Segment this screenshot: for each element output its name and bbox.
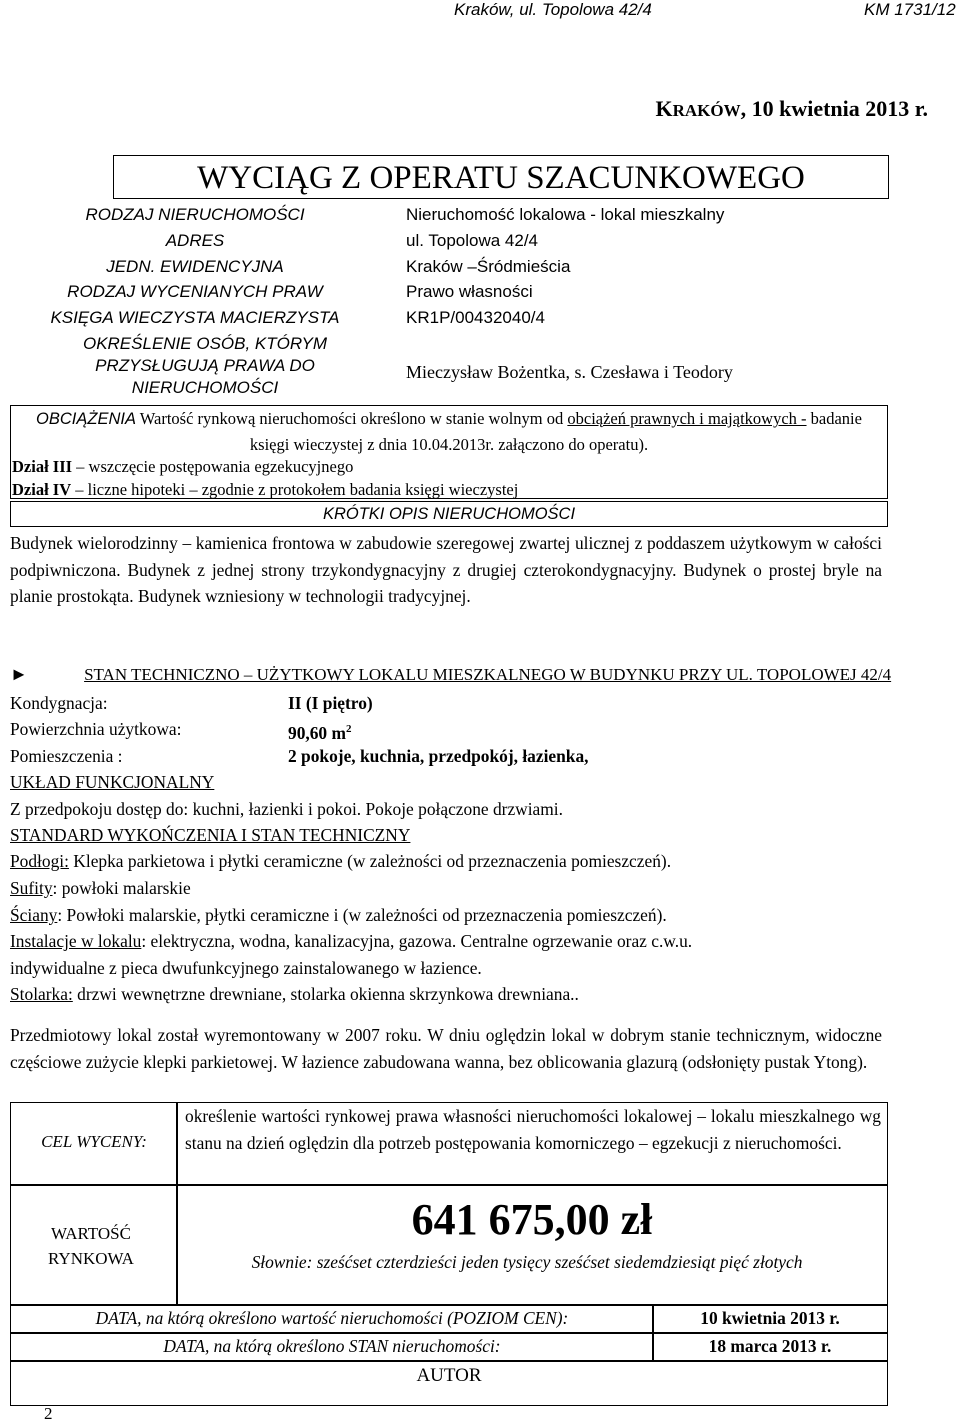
date-text: , 10 kwietnia 2013 r.: [740, 96, 928, 121]
floors-line: [10, 848, 671, 874]
info-value-rights: Prawo własności: [406, 282, 533, 301]
info-label-register: KSIĘGA WIECZYSTA MACIERZYSTA: [50, 308, 340, 327]
joinery-line: [10, 981, 579, 1007]
dzial-3: [12, 456, 353, 478]
amount: 641 675,00 zł: [411, 1195, 653, 1244]
encumbrances-underlined: obciążeń prawnych i majątkowych -: [567, 409, 807, 428]
encumbrances-label: OBCIĄŻENIA: [36, 410, 136, 428]
rooms-label: Pomieszczenia :: [10, 746, 123, 766]
info-value-type: Nieruchomość lokalowa - lokal mieszkalny: [406, 205, 725, 224]
amount-in-words: Słownie: sześćset czterdzieści jeden tysięcy sześćset siedemdziesiąt pięć złotych: [251, 1252, 803, 1272]
dzial-4: [12, 479, 518, 501]
install-text: : elektryczna, wodna, kanalizacyjna, gazowa. Centralne ogrzewanie oraz c.w.u.: [141, 931, 693, 951]
date-state: 18 marca 2013 r.: [708, 1336, 832, 1356]
owners-label: OKREŚLENIE OSÓB, KTÓRYM PRZYSŁUGUJĄ PRAWA DO NIERUCHOMOŚCI: [82, 334, 328, 397]
joinery-label: Stolarka:: [10, 984, 73, 1004]
floors-text: Klepka parkietowa i płytki ceramiczne (w zależności od przeznaczenia pomieszczeń).: [68, 851, 672, 871]
date-value-cell: [652, 1304, 888, 1334]
dzial-4-label: Dział IV: [12, 480, 72, 499]
owners-value: Mieczysław Bożentka, s. Czesława i Teodory: [406, 362, 733, 382]
info-label-unit: JEDN. EWIDENCYJNA: [106, 257, 284, 276]
purpose-label-cell: [10, 1102, 178, 1186]
info-value-register: KR1P/00432040/4: [406, 308, 545, 327]
install-line-2: indywidualne z pieca dwufunkcyjnego zainstalowanego w łazience.: [10, 958, 482, 978]
date-state-label: DATA, na którą określono STAN nieruchomości:: [163, 1336, 501, 1356]
info-label-address: ADRES: [165, 231, 225, 250]
description-heading: KRÓTKI OPIS NIERUCHOMOŚCI: [10, 501, 888, 527]
description-text: Budynek wielorodzinny – kamienica frontowa w zabudowie szeregowej zwartej ulicznej z poddaszem użytkowym w całości podpiwniczona. Budynek z jednej strony trzykondygnacyjny z drugiej czterokondygnacyjny. Budynek o prostej bryle na planie prostokąta. Budynek wzniesiony w technologii tradycyjnej.: [10, 533, 882, 606]
area-value: [288, 716, 351, 746]
install-label: Instalacje w lokalu: [10, 931, 142, 951]
value-cell: [176, 1184, 888, 1306]
tech-heading-text: STAN TECHNICZNO – UŻYTKOWY LOKALU MIESZKALNEGO W BUDYNKU PRZY UL. TOPOLOWEJ 42/4: [84, 665, 892, 684]
author-cell: [10, 1360, 888, 1406]
date-value-label: DATA, na którą określono wartość nieruchomości (POZIOM CEN):: [95, 1308, 569, 1328]
encumbrances-text-1: Wartość rynkową nieruchomości określono w stanie wolnym od: [139, 409, 564, 428]
area-sup: 2: [345, 723, 352, 735]
dzial-4-text: – liczne hipoteki – zgodnie z protokołem badania księgi wieczystej: [71, 480, 519, 499]
renovation-text: Przedmiotowy lokal został wyremontowany w 2007 roku. W dniu oględzin lokal w dobrym stanie technicznym, widoczne częściowe zużycie klepki parkietowej. W łazience zabudowana wanna, bez oblicowania glazurą (odsłonięty pustak Ytong).: [10, 1025, 882, 1072]
place-date: [655, 96, 928, 122]
walls-text: : Powłoki malarskie, płytki ceramiczne i (w zależności od przeznaczenia pomieszczeń).: [57, 905, 667, 925]
ceilings-label: Sufity: [10, 878, 53, 898]
floors-label: Podłogi:: [10, 851, 69, 871]
header-ref: KM 1731/12: [864, 0, 956, 19]
ceilings-text: : powłoki malarskie: [52, 878, 191, 898]
page-number: 2: [44, 1404, 53, 1423]
info-label-type: RODZAJ NIERUCHOMOŚCI: [85, 205, 305, 224]
city-first-letter: K: [655, 96, 673, 121]
dzial-3-label: Dział III: [12, 457, 73, 476]
date-state-label-cell: [10, 1332, 654, 1362]
value-label-cell: [10, 1184, 178, 1306]
header-address: Kraków, ul. Topolowa 42/4: [454, 0, 652, 19]
install-line: [10, 928, 692, 954]
layout-heading: UKŁAD FUNKCJONALNY: [10, 772, 215, 792]
tech-heading: [10, 664, 891, 685]
floor-value: II (I piętro): [288, 693, 373, 713]
info-table: [10, 199, 888, 405]
purpose-text: określenie wartości rynkowej prawa własności nieruchomości lokalowej – lokalu mieszkalnego wg stanu na dzień oględzin dla potrzeb postępowania komorniczego – egzekucji z nieruchomości.: [185, 1106, 881, 1153]
walls-label: Ściany: [10, 905, 58, 925]
arrow-icon: ►: [10, 664, 28, 684]
info-label-rights: RODZAJ WYCENIANYCH PRAW: [67, 282, 323, 301]
date-value: 10 kwietnia 2013 r.: [700, 1308, 840, 1328]
city-rest: RAKÓW: [672, 101, 741, 120]
walls-line: [10, 902, 667, 928]
floor-label: Kondygnacja:: [10, 693, 108, 713]
info-value-unit: Kraków –Śródmieścia: [406, 257, 571, 276]
document-title: WYCIĄG Z OPERATU SZACUNKOWEGO: [113, 155, 889, 199]
info-value-address: ul. Topolowa 42/4: [406, 231, 539, 250]
standard-heading: STANDARD WYKOŃCZENIA I STAN TECHNICZNY: [10, 825, 411, 845]
encumbrances-text: [24, 406, 874, 457]
value-label: WARTOŚĆ RYNKOWA: [48, 1224, 134, 1268]
ceilings-line: [10, 875, 191, 901]
purpose-text-cell: [176, 1102, 888, 1186]
encumbrances-text-2: badanie księgi wieczystej z dnia 10.04.2013r. załączono do operatu).: [249, 409, 862, 454]
date-state-cell: [652, 1332, 888, 1362]
joinery-text: drzwi wewnętrzne drewniane, stolarka okienna skrzynkowa drewniana..: [72, 984, 579, 1004]
purpose-label: CEL WYCENY:: [41, 1132, 147, 1151]
dzial-3-text: – wszczęcie postępowania egzekucyjnego: [72, 457, 354, 476]
date-value-label-cell: [10, 1304, 654, 1334]
layout-text: Z przedpokoju dostęp do: kuchni, łazienki i pokoi. Pokoje połączone drzwiami.: [10, 799, 563, 819]
area-label: Powierzchnia użytkowa:: [10, 719, 182, 739]
area-number: 90,60 m: [288, 722, 346, 743]
rooms-value: 2 pokoje, kuchnia, przedpokój, łazienka,: [288, 746, 589, 766]
author-label: AUTOR: [416, 1365, 482, 1386]
